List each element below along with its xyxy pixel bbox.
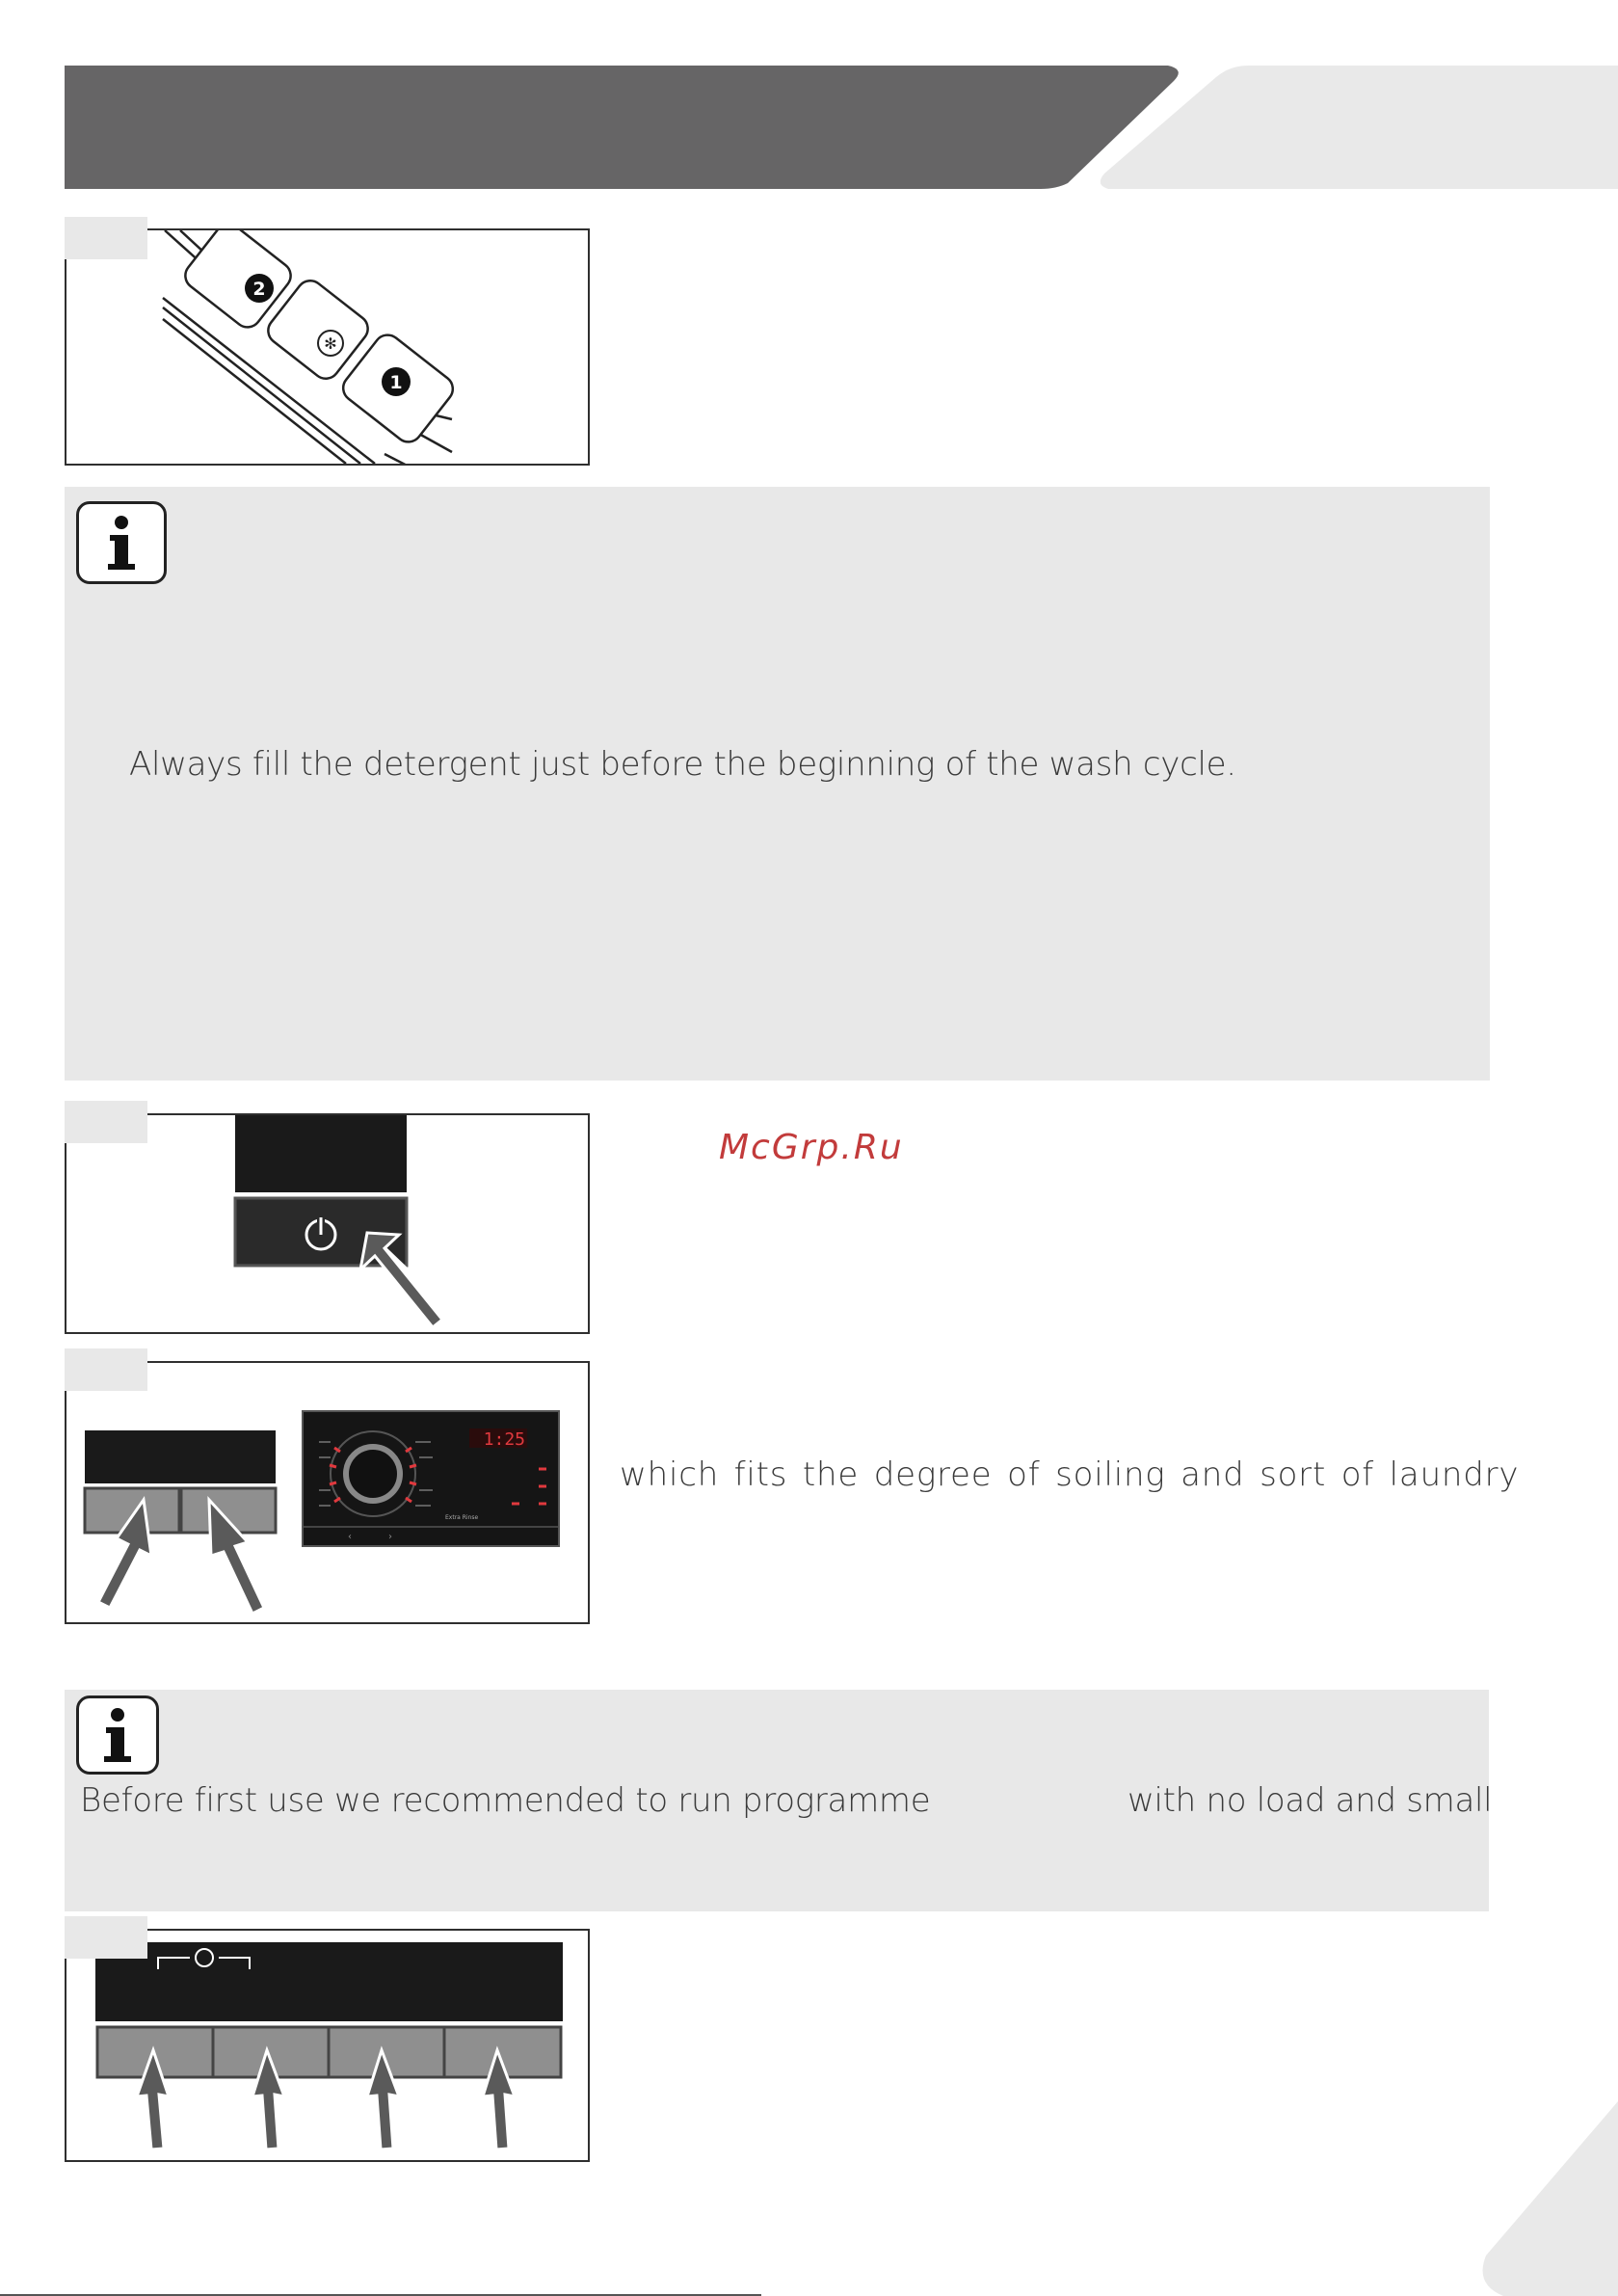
- info-icon: [76, 501, 167, 584]
- watermark: McGrp.Ru: [719, 1128, 904, 1167]
- step-3-description: which fits the degree of soiling and sort of laundry: [620, 1455, 1520, 1494]
- figure-option-buttons: [65, 1929, 590, 2162]
- figure-2-tab: [65, 1101, 147, 1143]
- info-icon: [76, 1695, 159, 1775]
- figure-power-button: [65, 1113, 590, 1334]
- option-buttons-illustration: [66, 1931, 588, 2160]
- note-1-text: Always fill the detergent just before the beginning of the wash cycle.: [129, 745, 1236, 784]
- svg-text:1: 1: [389, 372, 403, 393]
- figure-programme-selection: [65, 1361, 590, 1624]
- header-banner: [0, 0, 1618, 193]
- programme-selection-illustration: [66, 1363, 588, 1622]
- note-2-text-left: Before first use we recommended to run programme: [80, 1781, 931, 1820]
- display-time: 1:25: [483, 1429, 525, 1450]
- note-2-text-right: with no load and small: [1127, 1781, 1493, 1820]
- svg-text:‹: ‹: [348, 1532, 352, 1542]
- figure-1-tab: [65, 217, 147, 259]
- note-box-2: [65, 1690, 1493, 1911]
- corner-decoration: [1446, 2092, 1618, 2296]
- note-box-1: [65, 487, 1490, 1081]
- figure-4-tab: [65, 1916, 147, 1959]
- svg-text:›: ›: [388, 1532, 392, 1542]
- figure-detergent-drawer: [65, 228, 590, 466]
- svg-text:Extra Rinse: Extra Rinse: [445, 1514, 479, 1521]
- figure-3-tab: [65, 1348, 147, 1391]
- svg-text:2: 2: [252, 279, 266, 300]
- svg-text:✻: ✻: [324, 334, 337, 353]
- power-button-illustration: [66, 1115, 588, 1332]
- detergent-drawer-illustration: [66, 230, 588, 464]
